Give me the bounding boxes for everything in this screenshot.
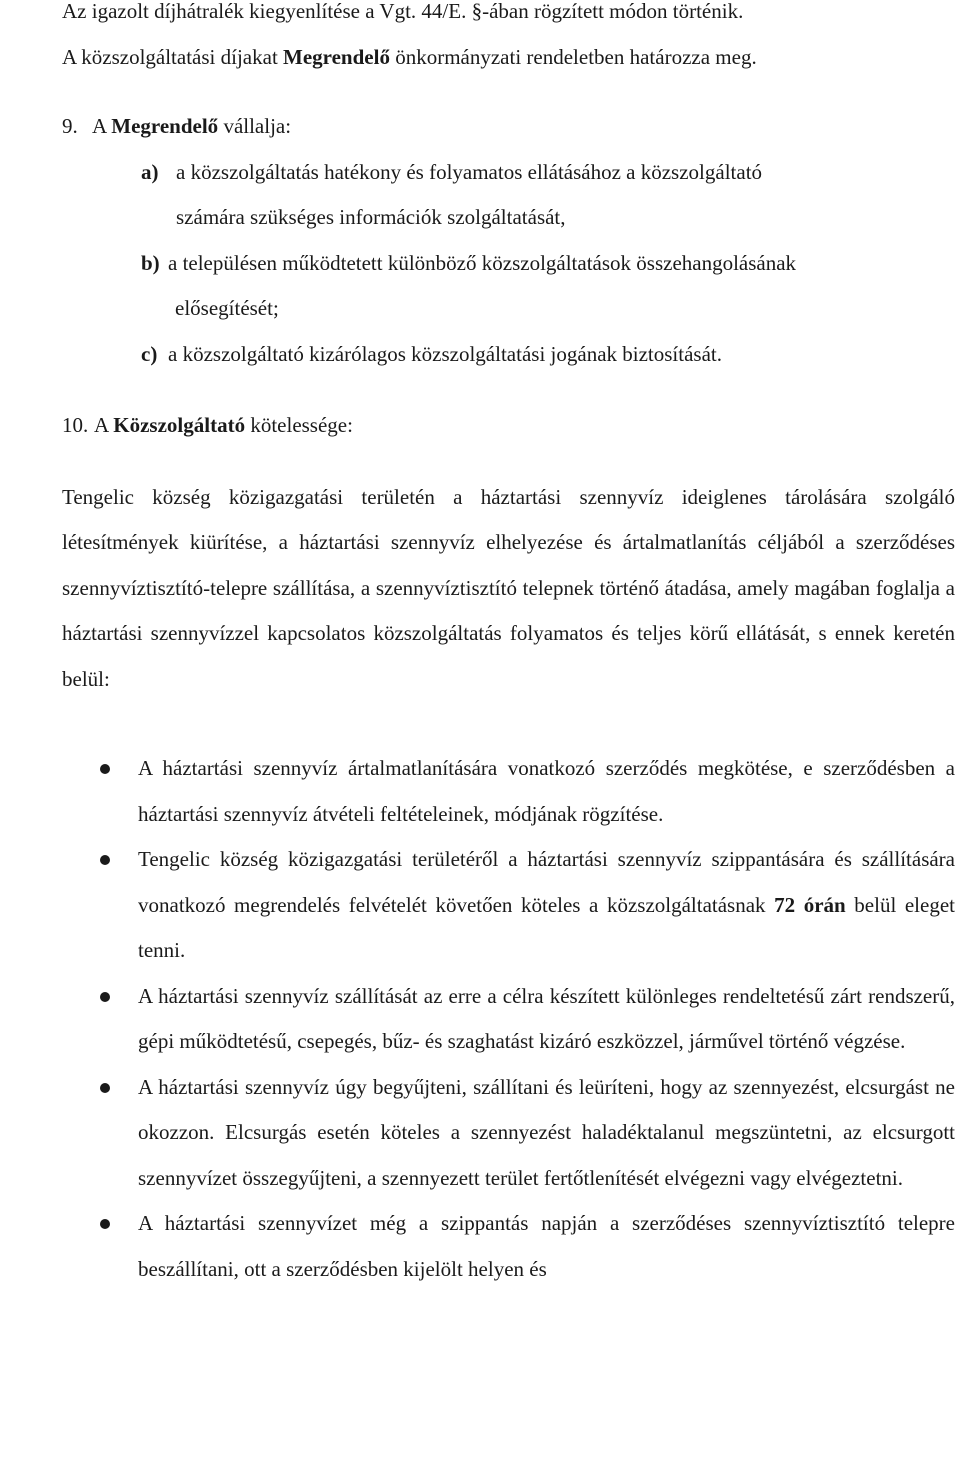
section-9-heading — [62, 104, 955, 150]
intro-line-2-bold: Megrendelő — [283, 44, 390, 69]
section-10-bullet-list — [62, 746, 955, 1292]
item-a-line-2: számára szükséges információk szolgáltatását, — [176, 205, 566, 229]
bullet-dot-icon — [100, 1219, 110, 1229]
section-10-post: kötelessége: — [245, 413, 353, 437]
bullet-dot-icon — [100, 992, 110, 1002]
bullet-text-post: belül eleget tenni. — [138, 892, 955, 962]
bullet-text-pre: Tengelic község közigazgatási területéről a háztartási szennyvíz szippantására és szállítására vonatkozó megrendelés felvételét követően köteles a közszolgáltatásnak — [138, 847, 955, 917]
bullet-item — [62, 837, 955, 974]
item-a-label: a) — [141, 159, 159, 184]
intro-line-1: Az igazolt díjhátralék kiegyenlítése a Vgt. 44/E. §-ában rögzített módon történik. — [62, 0, 744, 23]
bullet-text: A háztartási szennyvíz úgy begyűjteni, szállítani és leüríteni, hogy az szennyezést, elcsurgást ne okozzon. Elcsurgás esetén köteles a szennyezést haladéktalanul megszüntetni, az elcsurgott szennyvízet összegyűjteni, a szennyezett terület fertőtlenítését elvégezni vagy elvégeztetni. — [138, 1074, 955, 1190]
bullet-item — [62, 1065, 955, 1202]
item-b-label: b) — [141, 250, 160, 275]
intro-line-2 — [62, 35, 955, 81]
bullet-item — [62, 746, 955, 837]
bullet-dot-icon — [100, 1083, 110, 1093]
section-9-bold: Megrendelő — [111, 114, 219, 138]
intro-line-2-post: önkormányzati rendeletben határozza meg. — [389, 44, 757, 69]
item-b-line-2: elősegítését; — [175, 296, 279, 320]
document-page — [62, 0, 955, 1292]
item-b-line-1: a településen működtetett különböző közszolgáltatások összehangolásának — [168, 250, 797, 275]
bullet-text-bold: 72 órán — [774, 892, 846, 917]
bullet-text: A háztartási szennyvíz ártalmatlanítására vonatkozó szerződés megkötése, e szerződésben a háztartási szennyvíz átvételi feltételeinek, módjának rögzítése. — [138, 756, 955, 826]
section-9-post: vállalja: — [218, 114, 292, 138]
bullet-dot-icon — [100, 764, 110, 774]
bullet-item — [62, 1201, 955, 1292]
section-9-item-b — [141, 241, 955, 287]
section-10-pre: A — [94, 413, 114, 437]
item-c-label: c) — [141, 341, 158, 366]
section-9-number: 9. — [62, 114, 78, 138]
section-10-paragraph: Tengelic község közigazgatási területén a háztartási szennyvíz ideiglenes tárolására szolgáló létesítmények kiürítése, a háztartási szennyvíz elhelyezése és ártalmatlanítás céljából a szerződéses szennyvíztisztító-telepre szállítása, a szennyvíztisztító telepnek történő átadása, amely magában foglalja a háztartási szennyvízzel kapcsolatos közszolgáltatás folyamatos és teljes körű ellátását, s ennek keretén belül: — [62, 484, 955, 691]
bullet-item — [62, 974, 955, 1065]
section-10-bold: Közszolgáltató — [113, 413, 246, 437]
section-9-item-a — [141, 150, 955, 196]
section-9-pre: A — [92, 114, 112, 138]
item-c-line-1: a közszolgáltató kizárólagos közszolgáltatási jogának biztosítását. — [168, 341, 722, 366]
bullet-text: A háztartási szennyvízet még a szippantás napján a szerződéses szennyvíztisztító telepre beszállítani, ott a szerződésben kijelölt helyen és — [138, 1211, 955, 1281]
bullet-dot-icon — [100, 855, 110, 865]
intro-line-2-pre: A közszolgáltatási díjakat — [62, 44, 284, 69]
section-9-item-c — [141, 332, 955, 378]
section-10-number: 10. — [62, 413, 89, 437]
item-a-line-1: a közszolgáltatás hatékony és folyamatos ellátásához a közszolgáltató — [176, 159, 763, 184]
bullet-text: A háztartási szennyvíz szállítását az erre a célra készített különleges rendeltetésű zárt rendszerű, gépi működtetésű, csepegés, bűz- és szaghatást kizáró eszközzel, járművel történő végzése. — [138, 983, 955, 1053]
section-10-heading — [62, 403, 955, 449]
